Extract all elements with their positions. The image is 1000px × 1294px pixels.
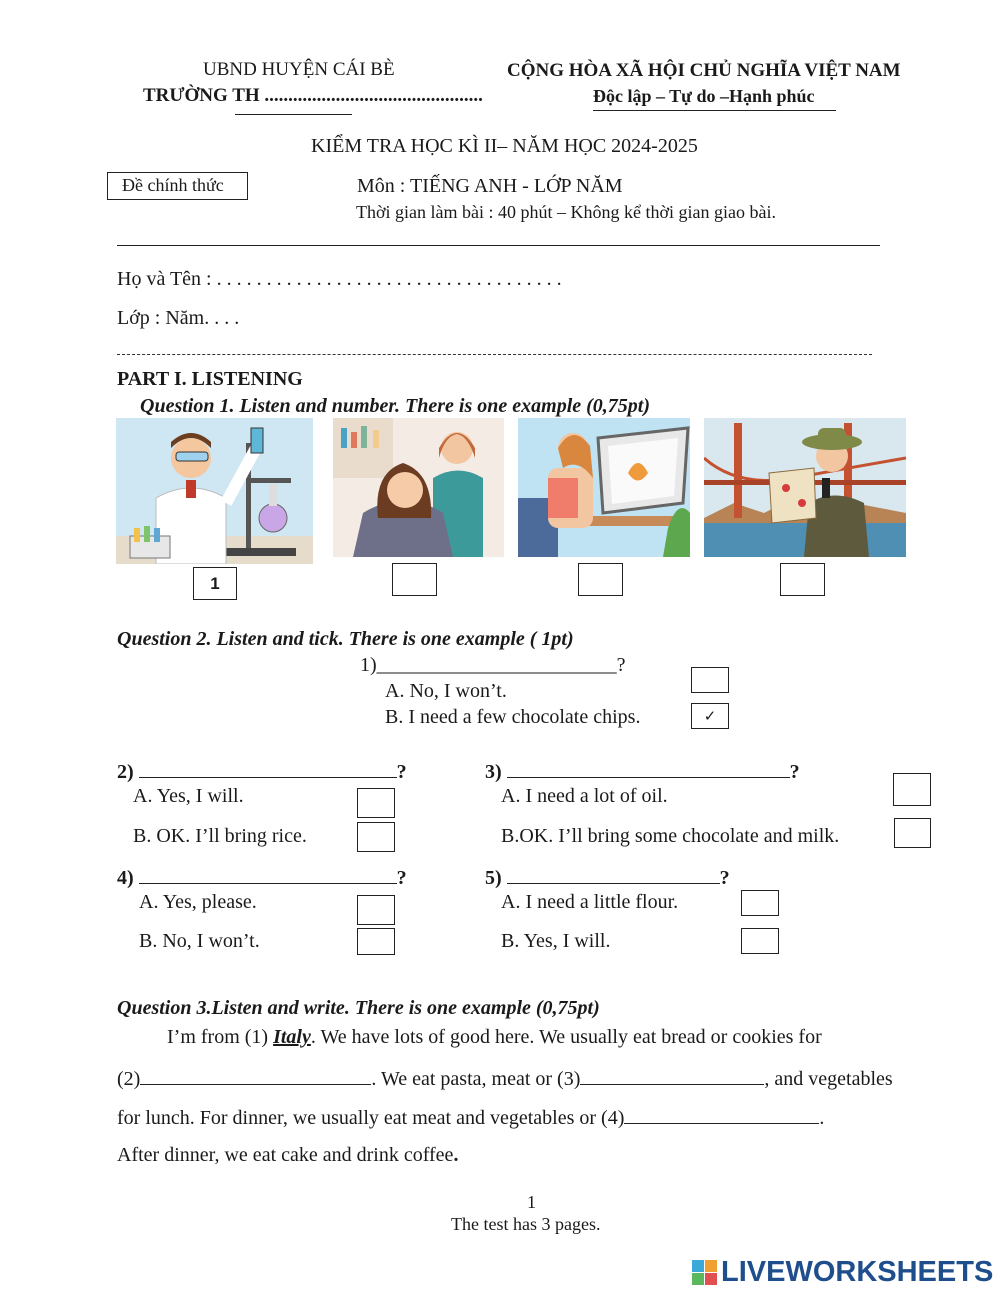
q2-item-4-number: 4) bbox=[117, 867, 134, 889]
q2-example-box-b[interactable] bbox=[691, 703, 729, 729]
q3-line-1-end: . We have lots of good here. We usually eat bread or cookies for bbox=[310, 1026, 822, 1048]
q1-answer-box-2[interactable] bbox=[392, 563, 437, 596]
district-name: UBND HUYỆN CÁI BÈ bbox=[203, 59, 395, 80]
q3-line-2-end: , and vegetables bbox=[764, 1068, 893, 1090]
q3-line-3-end: . bbox=[819, 1107, 825, 1129]
official-exam-label: Đề chính thức bbox=[122, 175, 224, 195]
header-divider bbox=[117, 245, 880, 246]
q3-blank-3[interactable] bbox=[580, 1066, 764, 1085]
q2-item-4-blank[interactable] bbox=[139, 865, 397, 884]
q2-item-2-blank[interactable] bbox=[139, 759, 397, 778]
q2-item-2-option-b: B. OK. I’ll bring rice. bbox=[133, 825, 307, 847]
scientist-lab-image bbox=[116, 418, 313, 564]
q2-item-2-number: 2) bbox=[117, 761, 134, 783]
q3-line-1 bbox=[167, 1026, 822, 1049]
q2-item-2-prompt bbox=[117, 759, 407, 784]
q2-item-2-box-a[interactable] bbox=[357, 788, 395, 818]
q3-blank-2[interactable] bbox=[140, 1066, 371, 1085]
q2-item-4-option-b: B. No, I won’t. bbox=[139, 930, 260, 952]
exam-duration: Thời gian làm bài : 40 phút – Không kể thời gian giao bài. bbox=[356, 202, 776, 222]
q2-instruction: Question 2. Listen and tick. There is one example ( 1pt) bbox=[117, 628, 574, 650]
liveworksheets-logo-text: LIVEWORKSHEETS bbox=[721, 1256, 994, 1288]
q3-line-2-label: (2) bbox=[117, 1068, 141, 1090]
exam-subject: Môn : TIẾNG ANH - LỚP NĂM bbox=[357, 175, 623, 197]
q2-item-4-box-a[interactable] bbox=[357, 895, 395, 925]
student-class-field[interactable]: Lớp : Năm. . . . bbox=[117, 307, 240, 329]
q3-instruction: Question 3.Listen and write. There is one example (0,75pt) bbox=[117, 997, 600, 1019]
q2-item-4-box-b[interactable] bbox=[357, 928, 395, 955]
q2-example-box-a[interactable] bbox=[691, 667, 729, 693]
q2-item-3-option-b: B.OK. I’ll bring some chocolate and milk. bbox=[501, 825, 840, 847]
q2-example-prompt: 1)________________________? bbox=[360, 654, 626, 676]
artist-drawing-image bbox=[518, 418, 690, 557]
q2-item-3-prompt bbox=[485, 759, 800, 784]
q2-item-2-qmark: ? bbox=[396, 761, 407, 783]
q2-item-5-option-b: B. Yes, I will. bbox=[501, 930, 611, 952]
logo-badge-cell-3 bbox=[692, 1273, 704, 1285]
q3-line-3 bbox=[117, 1105, 824, 1130]
q1-answer-box-1[interactable] bbox=[193, 567, 237, 600]
liveworksheets-logo bbox=[692, 1256, 993, 1289]
q1-instruction: Question 1. Listen and number. There is one example (0,75pt) bbox=[140, 395, 651, 417]
q2-item-5-blank[interactable] bbox=[507, 865, 720, 884]
q3-blank-4[interactable] bbox=[624, 1105, 819, 1124]
q3-line-4-text: After dinner, we eat cake and drink coffee bbox=[117, 1144, 454, 1166]
page-number: 1 bbox=[527, 1192, 536, 1212]
q2-example-option-a: A. No, I won’t. bbox=[385, 680, 507, 702]
country-title: CỘNG HÒA XÃ HỘI CHỦ NGHĨA VIỆT NAM bbox=[507, 60, 901, 81]
info-divider bbox=[117, 354, 872, 355]
q2-item-2-box-b[interactable] bbox=[357, 822, 395, 852]
q1-answer-box-4[interactable] bbox=[780, 563, 825, 596]
check-mark-icon: ✓ bbox=[703, 707, 717, 725]
q3-example-answer: Italy bbox=[273, 1026, 311, 1048]
official-exam-badge bbox=[107, 172, 248, 200]
part1-heading: PART I. LISTENING bbox=[117, 368, 303, 390]
q3-line-4 bbox=[117, 1144, 458, 1167]
q2-item-3-number: 3) bbox=[485, 761, 502, 783]
page-note: The test has 3 pages. bbox=[451, 1214, 601, 1234]
q2-item-5-qmark: ? bbox=[719, 867, 730, 889]
q2-item-3-blank[interactable] bbox=[507, 759, 790, 778]
q2-item-5-box-b[interactable] bbox=[741, 928, 779, 954]
logo-badge-cell-2 bbox=[705, 1260, 717, 1272]
student-name-field[interactable]: Họ và Tên : . . . . . . . . . . . . . . . . . . . . . . . . . . . . . . . . . . . bbox=[117, 268, 562, 290]
q2-item-5-box-a[interactable] bbox=[741, 890, 779, 916]
q2-item-5-prompt bbox=[485, 865, 730, 890]
q2-item-3-qmark: ? bbox=[789, 761, 800, 783]
q3-line-3-text: for lunch. For dinner, we usually eat meat and vegetables or (4) bbox=[117, 1107, 625, 1129]
q2-item-2-option-a: A. Yes, I will. bbox=[133, 785, 244, 807]
logo-badge-cell-1 bbox=[692, 1260, 704, 1272]
school-name: TRƯỜNG TH .............................................. bbox=[143, 85, 483, 106]
q1-answer-box-3[interactable] bbox=[578, 563, 623, 596]
tour-guide-image bbox=[704, 418, 906, 557]
q1-answer-1: 1 bbox=[210, 573, 220, 593]
q3-line-2-mid: . We eat pasta, meat or (3) bbox=[371, 1068, 581, 1090]
q3-line-1-start: I’m from (1) bbox=[167, 1026, 274, 1048]
q3-line-4-end: . bbox=[453, 1144, 459, 1166]
exam-title: KIỂM TRA HỌC KÌ II– NĂM HỌC 2024-2025 bbox=[311, 135, 698, 157]
q2-item-3-box-a[interactable] bbox=[893, 773, 931, 806]
q3-line-2 bbox=[117, 1066, 893, 1091]
q2-item-4-option-a: A. Yes, please. bbox=[139, 891, 257, 913]
logo-badge-cell-4 bbox=[705, 1273, 717, 1285]
q2-example-option-b: B. I need a few chocolate chips. bbox=[385, 706, 641, 728]
q2-item-3-box-b[interactable] bbox=[894, 818, 931, 848]
q2-item-4-qmark: ? bbox=[396, 867, 407, 889]
header-right-underline bbox=[593, 110, 836, 111]
q2-item-3-option-a: A. I need a lot of oil. bbox=[501, 785, 668, 807]
liveworksheets-logo-badge bbox=[692, 1260, 717, 1285]
header-left-underline bbox=[235, 114, 352, 115]
country-motto: Độc lập – Tự do –Hạnh phúc bbox=[593, 86, 815, 106]
q2-item-5-option-a: A. I need a little flour. bbox=[501, 891, 679, 913]
q2-item-4-prompt bbox=[117, 865, 407, 890]
q2-item-5-number: 5) bbox=[485, 867, 502, 889]
hairdresser-image bbox=[333, 418, 504, 557]
